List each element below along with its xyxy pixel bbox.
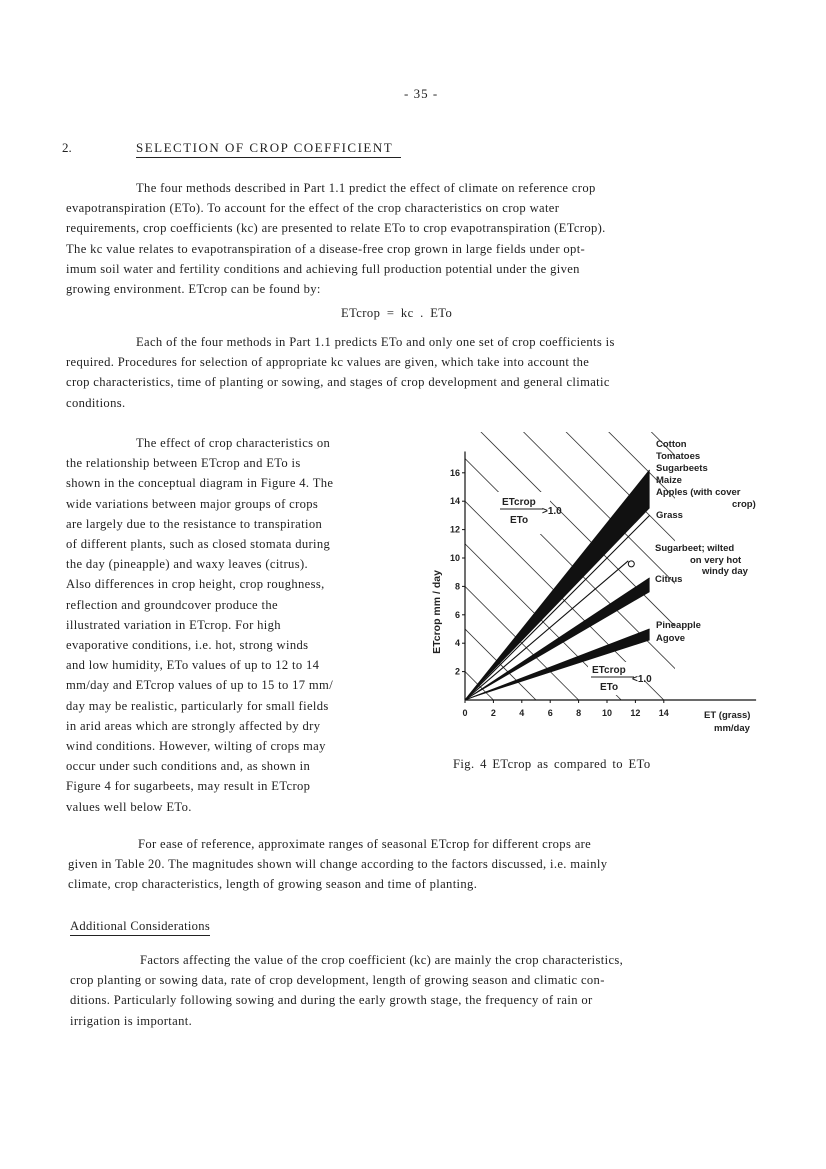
figure-etcrop-chart [420, 432, 765, 744]
label-apples-cont: crop) [732, 499, 756, 510]
text-line: crop characteristics, time of planting or sowing, and stages of crop development and general climatic [66, 375, 610, 390]
text-line: in arid areas which are strongly affected by dry [66, 718, 321, 733]
x-tick-label: 0 [462, 708, 468, 718]
section-number: 2. [62, 140, 72, 155]
paragraph-reference [68, 834, 768, 895]
label-sugarbeets: Sugarbeets [656, 463, 708, 474]
text-line: the day (pineapple) and waxy leaves (citrus). [66, 557, 308, 572]
label-sugarbeet-wilted-3: windy day [702, 566, 748, 577]
page-number: - 35 - [404, 86, 439, 101]
text-line: reflection and groundcover produce the [66, 597, 278, 612]
text-line: For ease of reference, approximate ranges of seasonal ETcrop for different crops are [138, 837, 592, 851]
text-line: given in Table 20. The magnitudes shown will change according to the factors discussed, i.e. mainly [68, 857, 608, 872]
text-line: and low humidity, ETo values of up to 12 to 14 [66, 658, 320, 673]
wilted-marker [628, 561, 634, 567]
text-line: The kc value relates to evapotranspiration of a disease-free crop grown in large fields under opt- [66, 241, 586, 256]
x-tick-label: 6 [547, 708, 553, 718]
label-tomatoes: Tomatoes [656, 451, 701, 462]
x-tick-label: 4 [519, 708, 525, 718]
y-tick-label: 2 [454, 666, 460, 677]
text-line: shown in the conceptual diagram in Figure 4. The [66, 476, 334, 491]
text-line: illustrated variation in ETcrop. For high [66, 617, 281, 632]
text-line: values well below ETo. [66, 799, 192, 814]
text-line: conditions. [66, 395, 126, 410]
y-tick-label: 16 [449, 467, 460, 478]
y-axis-label: ETcrop mm / day [431, 570, 443, 654]
text-line: day may be realistic, particularly for small fields [66, 698, 329, 713]
label-sugarbeet-wilted-2: on very hot [690, 555, 742, 566]
figure-caption: Fig. 4 ETcrop as compared to ETo [453, 757, 651, 771]
text-line: The four methods described in Part 1.1 predict the effect of climate on reference crop [136, 181, 596, 195]
label-agove: Agove [656, 633, 686, 644]
label-cotton: Cotton [656, 439, 687, 450]
subsection-title: Additional Considerations [70, 919, 210, 936]
text-line: required. Procedures for selection of appropriate kc values are given, which take into account the [66, 355, 590, 370]
text-line: mm/day and ETcrop values of up to 15 to 17 mm/ [66, 678, 334, 693]
y-tick-label: 6 [454, 609, 460, 620]
text-line: Factors affecting the value of the crop coefficient (kc) are mainly the crop characteristics, [140, 953, 624, 967]
text-line: wide variations between major groups of crops [66, 496, 319, 511]
x-tick-label: 8 [576, 708, 582, 718]
text-line: growing environment. ETcrop can be found by: [66, 282, 321, 297]
text-line: are largely due to the resistance to transpiration [66, 516, 323, 531]
ratio-upper-num: ETcrop [502, 497, 536, 508]
text-line: Also differences in crop height, crop roughness, [66, 577, 325, 592]
text-line: climate, crop characteristics, length of growing season and time of planting. [68, 877, 478, 892]
text-line: Figure 4 for sugarbeets, may result in ETcrop [66, 779, 311, 794]
text-line: of different plants, such as closed stomata during [66, 537, 331, 552]
text-line: wind conditions. However, wilting of crops may [66, 739, 326, 754]
text-line: irrigation is important. [70, 1013, 193, 1028]
text-line: the relationship between ETcrop and ETo is [66, 456, 301, 471]
ratio-lower-num: ETcrop [592, 665, 626, 676]
label-maize: Maize [656, 475, 682, 486]
y-tick-label: 4 [454, 638, 460, 649]
text-line: occur under such conditions and, as shown in [66, 759, 311, 774]
y-tick-label: 10 [449, 553, 460, 563]
x-tick-label: 14 [658, 708, 669, 718]
x-tick-label: 12 [630, 708, 641, 718]
label-apples: Apples (with cover [656, 487, 741, 498]
label-pineapple: Pineapple [656, 620, 701, 631]
diagonal-line [420, 432, 536, 700]
paragraph-crop-characteristics [66, 433, 411, 817]
paragraph-methods [66, 332, 766, 413]
paragraph-intro [66, 178, 766, 299]
ratio-lower-rel: <1.0 [632, 674, 652, 685]
paragraph-factors [70, 950, 770, 1031]
text-line: ditions. Particularly following sowing and during the early growth stage, the frequency of rain or [70, 993, 593, 1008]
text-line: crop planting or sowing data, rate of crop development, length of growing season and climatic con- [70, 973, 605, 988]
ratio-upper-den: ETo [510, 515, 529, 526]
ratio-upper-rel: >1.0 [542, 506, 562, 517]
text-line: requirements, crop coefficients (kc) are presented to relate ETo to crop evapotranspiration (ETcrop). [66, 221, 606, 236]
x-axis-unit: mm/day [714, 723, 750, 734]
formula: ETcrop = kc . ETo [341, 306, 453, 320]
x-tick-label: 2 [490, 708, 496, 718]
text-line: Each of the four methods in Part 1.1 predicts ETo and only one set of crop coefficients is [136, 335, 615, 349]
text-line: evaporative conditions, i.e. hot, strong winds [66, 638, 309, 653]
label-grass: Grass [656, 510, 683, 521]
y-tick-label: 12 [449, 524, 460, 535]
x-axis-label: ET (grass) [704, 710, 751, 721]
text-line: The effect of crop characteristics on [136, 436, 331, 450]
ratio-lower-den: ETo [600, 682, 619, 693]
label-sugarbeet-wilted: Sugarbeet; wilted [655, 543, 735, 554]
y-tick-label: 8 [454, 581, 460, 592]
text-line: evapotranspiration (ETo). To account for the effect of the crop characteristics on crop water [66, 201, 560, 216]
label-citrus: Citrus [655, 574, 683, 585]
section-title: SELECTION OF CROP COEFFICIENT [136, 140, 401, 158]
y-tick-label: 14 [449, 496, 460, 507]
x-tick-label: 10 [601, 708, 613, 718]
text-line: imum soil water and fertility conditions and achieving full production potential under the given [66, 261, 580, 276]
